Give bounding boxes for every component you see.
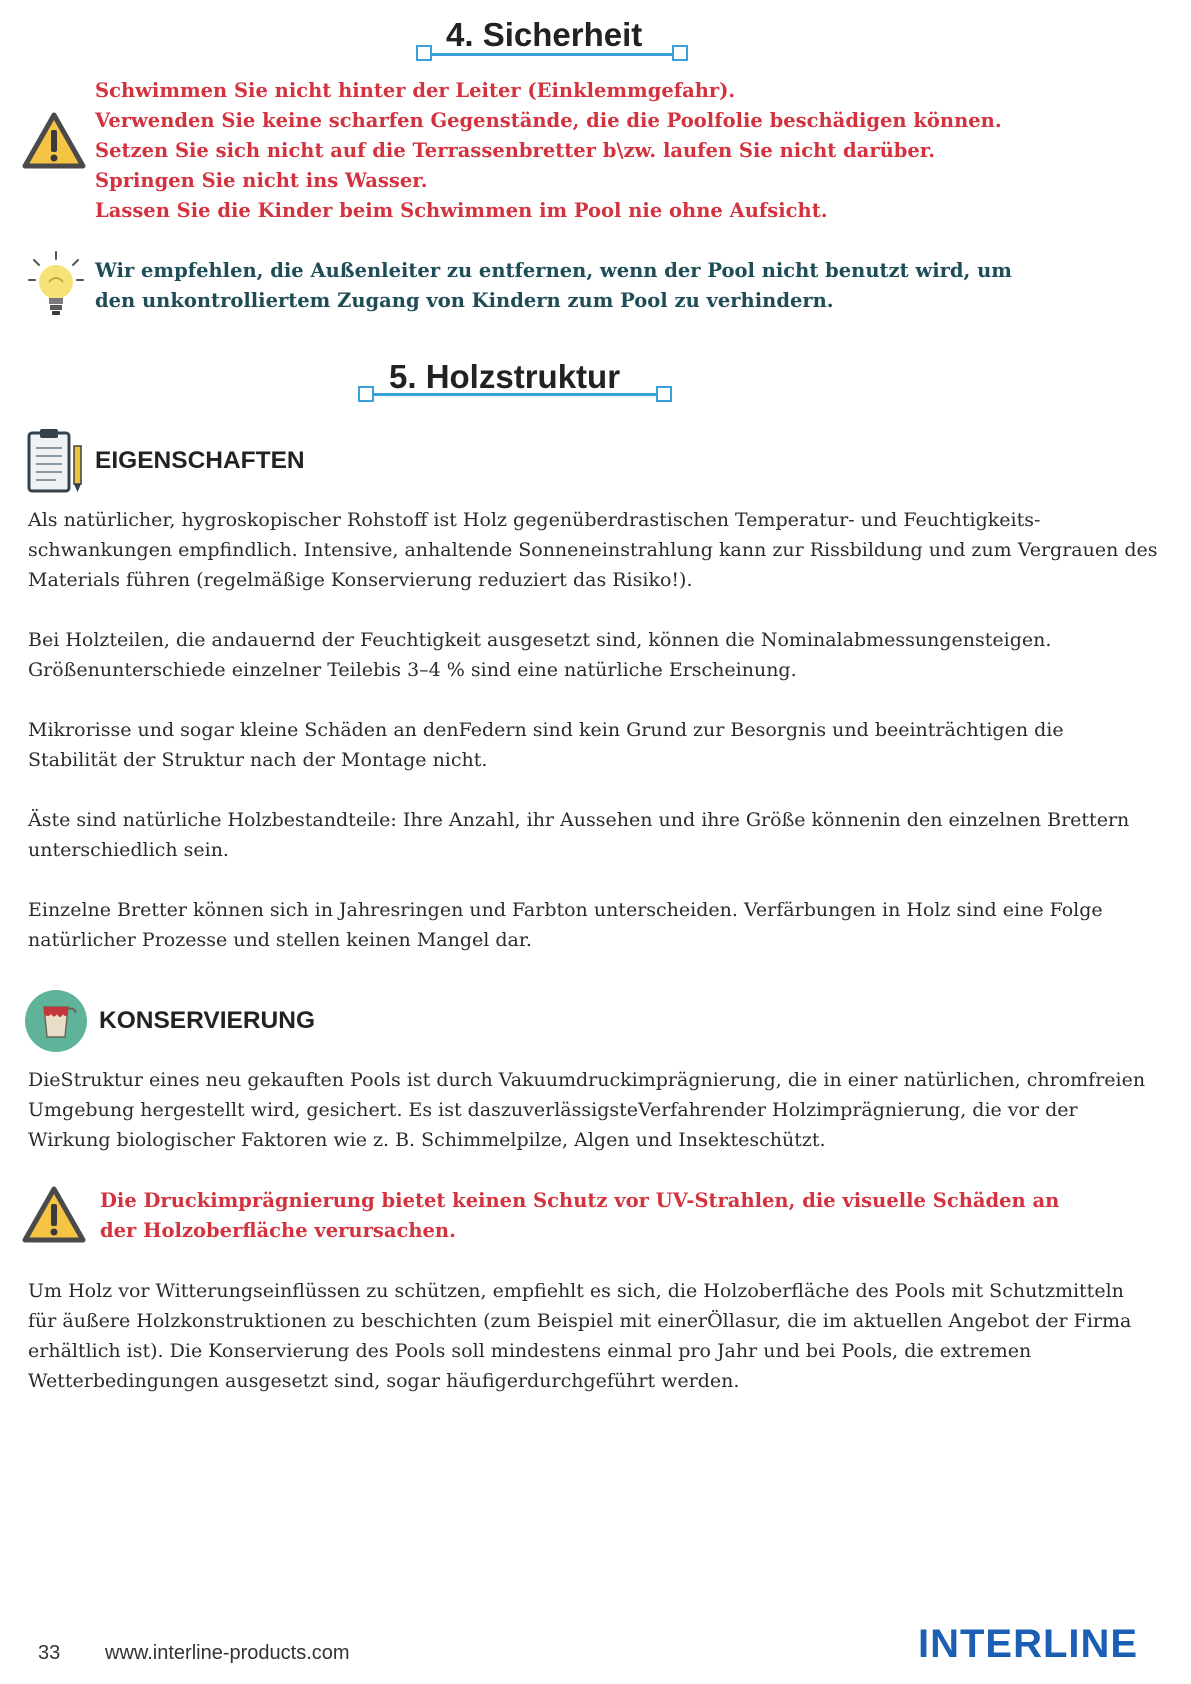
safety-warning: Springen Sie nicht ins Wasser. xyxy=(95,169,428,192)
paint-bucket-icon xyxy=(24,989,88,1057)
paragraph: Als natürlicher, hygroskopischer Rohstoff ist Holz gegenüberdrastischen Temperatur- und Feuchtigkeits-schwankungen empfindlich. Intensive, anhaltende Sonneneinstrahlung kann zur Rissbildung und zum Vergrauen des Materials führen (regelmäßige Konservierung reduziert das Risiko!). xyxy=(28,509,1158,591)
heading-konservierung: KONSERVIERUNG xyxy=(99,1007,316,1034)
warning-icon xyxy=(22,112,86,174)
safety-warning: Setzen Sie sich nicht auf die Terrassenbretter b\zw. laufen Sie nicht darüber. xyxy=(95,139,936,162)
paragraph: Bei Holzteilen, die andauernd der Feuchtigkeit ausgesetzt sind, können die Nominalabmessungensteigen. Größenunterschiede einzelner Teilebis 3–4 % sind eine natürliche Erscheinung. xyxy=(28,629,1052,681)
clipboard-icon xyxy=(26,428,88,498)
page-number: 33 xyxy=(38,1642,61,1664)
interline-logo: INTERLINE xyxy=(918,1622,1139,1666)
heading-eigenschaften: EIGENSCHAFTEN xyxy=(95,447,305,474)
paragraph: DieStruktur eines neu gekauften Pools ist durch Vakuumdruckimprägnierung, die in einer natürlichen, chromfreien Umgebung hergestellt wird, gesichert. Es ist daszuverlässigsteVerfahrender Holzimprägnierung, die vor der Wirkung biologischer Faktoren wie z. B. Schimmelpilze, Algen und Insekteschützt. xyxy=(28,1069,1146,1151)
safety-warning: Lassen Sie die Kinder beim Schwimmen im Pool nie ohne Aufsicht. xyxy=(95,199,828,222)
warning-icon xyxy=(22,1186,86,1248)
uv-warning: Die Druckimprägnierung bietet keinen Schutz vor UV-Strahlen, die visuelle Schäden an der Holzoberfläche verursachen. xyxy=(100,1189,1060,1242)
paragraph: Einzelne Bretter können sich in Jahresringen und Farbton unterscheiden. Verfärbungen in Holz sind eine Folge natürlicher Prozesse und stellen keinen Mangel dar. xyxy=(28,899,1103,951)
section-title-holzstruktur: 5. Holzstruktur xyxy=(389,358,621,395)
safety-warning: Verwenden Sie keine scharfen Gegenstände, die die Poolfolie beschädigen können. xyxy=(95,109,1002,132)
safety-tip: Wir empfehlen, die Außenleiter zu entfernen, wenn der Pool nicht benutzt wird, um den unkontrolliertem Zugang von Kindern zum Pool zu verhindern. xyxy=(95,259,1012,312)
section-title-sicherheit: 4. Sicherheit xyxy=(446,16,643,53)
lightbulb-icon xyxy=(28,250,84,326)
paragraph: Um Holz vor Witterungseinflüssen zu schützen, empfiehlt es sich, die Holzoberfläche des Pools mit Schutzmitteln für äußere Holzkonstruktionen zu beschichten (zum Beispiel mit einerÖllasur, die im aktuellen Angebot der Firma erhältlich ist). Die Konservierung des Pools soll mindestens einmal pro Jahr und bei Pools, die extremen Wetterbedingungen ausgesetzt sind, sogar häufigerdurchgeführt werden. xyxy=(28,1280,1132,1392)
footer-url[interactable]: www.interline-products.com xyxy=(105,1642,350,1664)
paragraph: Mikrorisse und sogar kleine Schäden an denFedern sind kein Grund zur Besorgnis und beeinträchtigen die Stabilität der Struktur nach der Montage nicht. xyxy=(28,719,1064,771)
paragraph: Äste sind natürliche Holzbestandteile: Ihre Anzahl, ihr Aussehen und ihre Größe könnenin den einzelnen Brettern unterschiedlich sein. xyxy=(28,809,1130,861)
safety-warning-list xyxy=(95,76,1002,226)
safety-warning: Schwimmen Sie nicht hinter der Leiter (Einklemmgefahr). xyxy=(95,79,736,102)
